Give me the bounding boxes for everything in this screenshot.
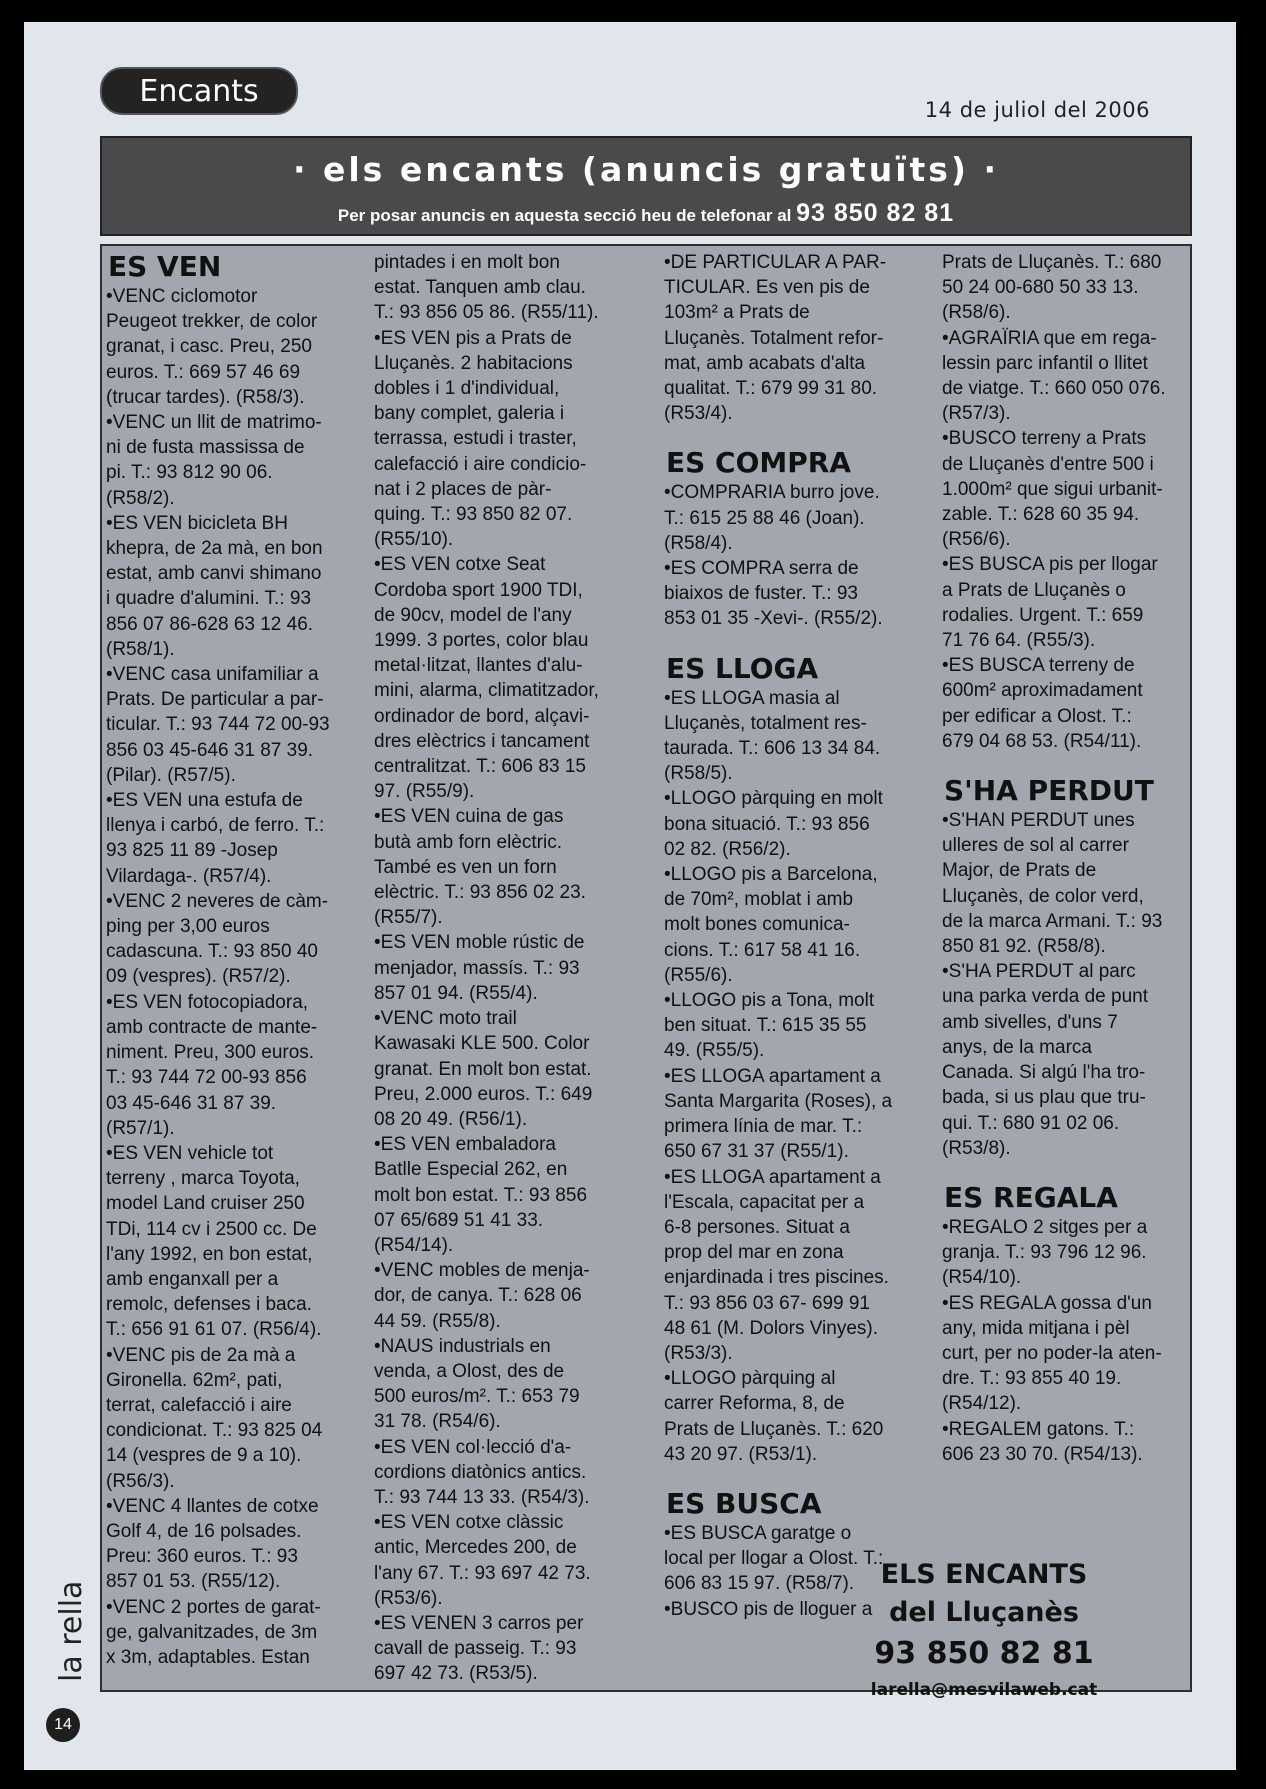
newspaper-page [24,22,1236,1770]
column-2 [374,250,626,1687]
section-heading-es-busca: ES BUSCA [666,1486,822,1520]
brand-region: del Lluçanès [889,1597,1079,1628]
ads-sha-perdut: •S'HAN PERDUT unes ulleres de sol al carrer Major, de Prats de Lluçanès, de color verd, de la marca Armani. T.: 93 850 81 92. (R58/8). •S'HA PERDUT al parc una parka verda de punt amb sivelles, d'uns 7 anys, de la marca Canada. Si algú l'ha tro- bada, si us plau que tru- qui. T.: 680 91 02 06. (R53/8). [942,810,1163,1159]
section-heading-es-ven: ES VEN [108,250,222,283]
ads-es-busca-continued: Prats de Lluçanès. T.: 680 50 24 00-680 50 33 13. (R58/6). •AGRAÏRIA que em rega- lessin parc infantil o llitet de viatge. T.: 660 050 076. (R57/3). •BUSCO terreny a Prats de Lluçanès d'entre 500 i 1.000m² que sigui urbanit- zable. T.: 628 60 35 94. (R56/6). •ES BUSCA pis per llogar a Prats de Lluçanès o rodalies. Urgent. T.: 659 71 76 64. (R55/3). •ES BUSCA terreny de 600m² aproximadament per edificar a Olost. T.: 679 04 68 53. (R54/11). [942,252,1166,752]
section-heading-sha-perdut: S'HA PERDUT [944,774,1154,808]
ads-es-ven: •VENC ciclomotor Peugeot trekker, de color granat, i casc. Preu, 250 euros. T.: 669 57 46 69 (trucar tardes). (R58/3). •VENC un llit de matrimo- ni de fusta massissa de pi. T.: 93 812 90 06. (R58/2). •ES VEN bicicleta BH khepra, de 2a mà, en bon estat, amb canvi shimano i quadre d'alumini. T.: 93 856 07 86-628 63 12 46. (R58/1). •VENC casa unifamiliar a Prats. De particular a par- ticular. T.: 93 744 72 00-93 856 03 45-646 31 87 39. (Pilar). (R57/5). •ES VEN una estufa de llenya i carbó, de ferro. T.: 93 825 11 89 -Josep Vilardaga-. (R57/4). •VENC 2 neveres de càm- ping per 3,00 euros cadascuna. T.: 93 850 40 09 (vespres). (R57/2). •ES VEN fotocopiadora, amb contracte de mante- niment. Preu, 300 euros. T.: 93 744 72 00-93 856 03 45-646 31 87 39. (R57/1). •ES VEN vehicle tot terreny , marca Toyota, model Land cruiser 250 TDi, 114 cv i 2500 cc. De l'any 1992, en bon estat, amb enganxall per a remolc, defenses i baca. T.: 656 91 61 07. (R56/4). •VENC pis de 2a mà a Gironella. 62m², pati, terrat, calefacció i aire condicionat. T.: 93 825 04 14 (vespres de 9 a 10). (R56/3). •VENC 4 llantes de cotxe Golf 4, de 16 polsades. Preu: 360 euros. T.: 93 857 01 53. (R55/12). •VENC 2 portes de garat- ge, galvanitzades, de 3m x 3m, adaptables. Estan [106,286,330,1668]
classifieds-box [100,244,1192,1692]
header-subtitle [102,199,1190,228]
encants-branding [856,1556,1112,1700]
ads-es-ven-continued: pintades i en molt bon estat. Tanquen amb clau. T.: 93 856 05 86. (R55/11). •ES VEN pis a Prats de Lluçanès. 2 habitacions dobles i 1 d'individual, bany complet, galeria i terrassa, estudi i traster, calefacció i aire condicio- nat i 2 places de pàr- quing. T.: 93 850 82 07. (R55/10). •ES VEN cotxe Seat Cordoba sport 1900 TDI, de 90cv, model de l'any 1999. 3 portes, color blau metal·litzat, llantes d'alu- mini, alarma, climatitzador, ordinador de bord, alçavi- dres elèctrics i tancament centralitzat. T.: 606 83 15 97. (R55/9). •ES VEN cuina de gas butà amb forn elèctric. També es ven un forn elèctric. T.: 93 856 02 23. (R55/7). •ES VEN moble rústic de menjador, massís. T.: 93 857 01 94. (R55/4). •VENC moto trail Kawasaki KLE 500. Color granat. En molt bon estat. Preu, 2.000 euros. T.: 649 08 20 49. (R56/1). •ES VEN embaladora Batlle Especial 262, en molt bon estat. T.: 93 856 07 65/689 51 41 33. (R54/14). •VENC mobles de menja- dor, de canya. T.: 628 06 44 59. (R55/8). •NAUS industrials en venda, a Olost, des de 500 euros/m². T.: 653 79 31 78. (R54/6). •ES VEN col·lecció d'a- cordions diatònics antics. T.: 93 744 13 33. (R54/3). •ES VEN cotxe clàssic antic, Mercedes 200, de l'any 67. T.: 93 697 42 73. (R53/6). •ES VENEN 3 carros per cavall de passeig. T.: 93 697 42 73. (R53/5). [374,252,599,1685]
header-title: · els encants (anuncis gratuïts) · [292,150,1000,189]
ads-es-ven-end: •DE PARTICULAR A PAR- TICULAR. Es ven pis de 103m² a Prats de Lluçanès. Totalment refor- mat, amb acabats d'alta qualitat. T.: 679 99 31 80. (R53/4). [664,252,887,425]
column-3 [664,250,914,1622]
ads-es-lloga: •ES LLOGA masia al Lluçanès, totalment res- taurada. T.: 606 13 34 84. (R58/5). •LLOGO pàrquing en molt bona situació. T.: 93 856 02 82. (R56/2). •LLOGO pis a Barcelona, de 70m², moblat i amb molt bones comunica- cions. T.: 617 58 41 16. (R55/6). •LLOGO pis a Tona, molt ben situat. T.: 615 35 55 49. (R55/5). •ES LLOGA apartament a Santa Margarita (Roses), a primera línia de mar. T.: 650 67 31 37 (R55/1). •ES LLOGA apartament a l'Escala, capacitat per a 6-8 persones. Situat a prop del mar en zona enjardinada i tres piscines. T.: 93 856 03 67- 699 91 48 61 (M. Dolors Vinyes). (R53/3). •LLOGO pàrquing al carrer Reforma, 8, de Prats de Lluçanès. T.: 620 43 20 97. (R53/1). [664,687,893,1465]
issue-date: 14 de juliol del 2006 [924,98,1150,122]
ads-es-busca: •ES BUSCA garatge o local per llogar a Olost. T.: 606 83 15 97. (R58/7). •BUSCO pis de lloguer a [664,1522,884,1620]
header-subtitle-text: Per posar anuncis en aquesta secció heu de telefonar al [337,206,792,225]
column-4 [942,250,1186,1467]
brand-title: ELS ENCANTS [880,1559,1088,1590]
section-heading-es-lloga: ES LLOGA [666,651,819,685]
classifieds-header [100,136,1192,236]
section-tab: Encants [100,67,298,115]
brand-phone: 93 850 82 81 [874,1636,1094,1671]
publication-name: la rella [54,1580,89,1682]
header-phone: 93 850 82 81 [796,199,955,227]
ads-es-compra: •COMPRARIA burro jove. T.: 615 25 88 46 (Joan). (R58/4). •ES COMPRA serra de biaixos de fuster. T.: 93 853 01 35 -Xevi-. (R55/2). [664,482,883,630]
brand-email: larella@mesvilaweb.cat [870,1680,1098,1700]
section-heading-es-regala: ES REGALA [944,1180,1118,1214]
page-number: 14 [46,1708,80,1742]
ads-es-regala: •REGALO 2 sitges per a granja. T.: 93 796 12 96. (R54/10). •ES REGALA gossa d'un any, mida mitjana i pèl curt, per no poder-la aten- dre. T.: 93 855 40 19. (R54/12). •REGALEM gatons. T.: 606 23 30 70. (R54/13). [942,1216,1162,1465]
section-heading-es-compra: ES COMPRA [666,446,852,480]
column-1 [106,250,356,1670]
